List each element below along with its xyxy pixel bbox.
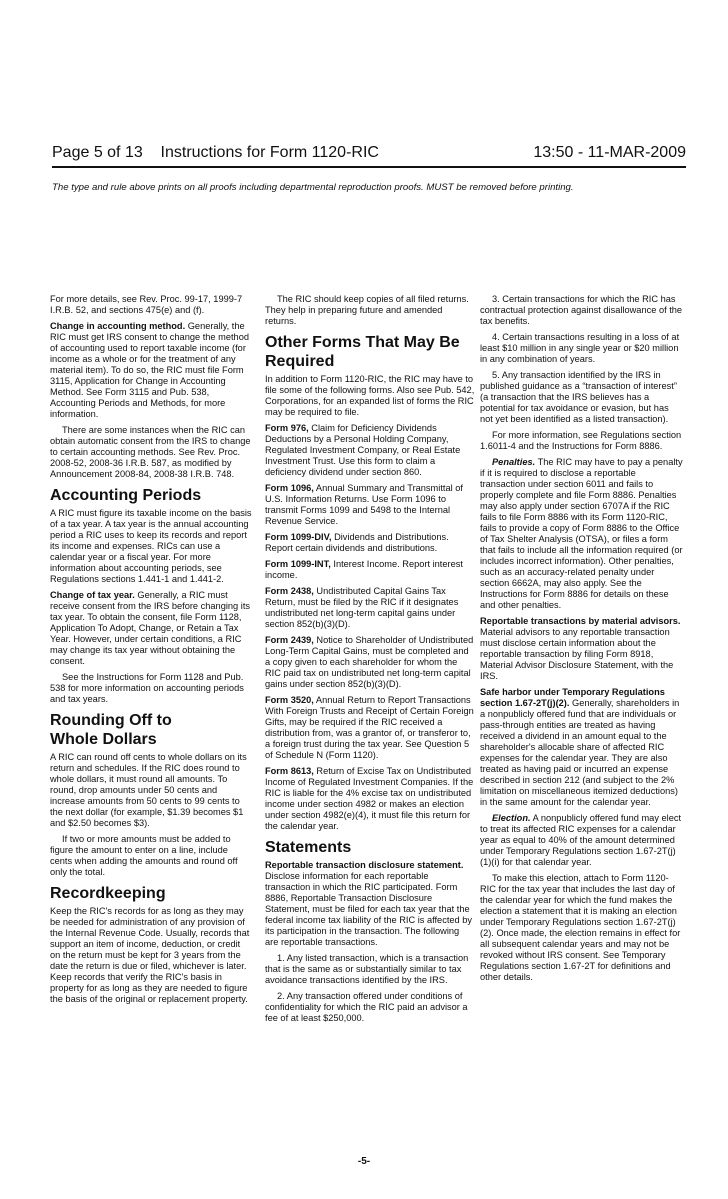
form-description: Annual Return to Report Transactions With Foreign Trusts and Receipt of Certain Foreign Gifts, may be required if the RIC received a distribution from, was a grantor of, or transferor to, a foreign trust during the tax year. See Question 5 of Schedule N (Form 1120). (265, 695, 474, 760)
form-entry (265, 559, 475, 581)
form-entry (265, 532, 475, 554)
section-heading: Recordkeeping (50, 885, 166, 902)
form-name: Form 2438, (265, 586, 314, 596)
form-entry (265, 423, 475, 478)
paragraph: To make this election, attach to Form 1120-RIC for the tax year that includes the last day of the calendar year for which the fund makes the election a statement that it is making an election under Temporary Regulations section 1.67-2T(j)(2). Once made, the election remains in effect for all subsequent calendar years and may not be revoked without IRS consent. See Temporary Regulations section 1.67-2T for definitions and other details. (480, 873, 681, 982)
inline-heading: Change of tax year. (50, 590, 135, 600)
paragraph-text: Material advisors to any reportable transaction must disclose certain information about the reportable transaction by filing Form 8918, Material Advisor Disclosure Statement, with the IRS. (480, 627, 674, 681)
paragraph (480, 616, 683, 682)
form-entry (265, 766, 475, 832)
form-name: Form 1099-INT, (265, 559, 331, 569)
inline-heading: Reportable transaction disclosure statement. (265, 860, 464, 870)
paragraph-text: Generally, shareholders in a nonpublicly offered fund that are individuals or pass-through entities are treated as having received a dividend in an amount equal to the shareholder's allocable share of affected RIC expenses for the calendar year. They are also treated as having paid or incurred an expense described in section 212 (and subject to the 2% limitation on miscellaneous itemized deductions) in the same amount for the calendar year. (480, 698, 680, 807)
list-item: 2. Any transaction offered under conditions of confidentiality for which the RIC paid an advisor a fee of at least $250,000. (265, 991, 468, 1023)
list-item: 1. Any listed transaction, which is a transaction that is the same as or substantially similar to tax avoidance transactions identified by the IRS. (265, 953, 469, 985)
form-name: Form 8613, (265, 766, 314, 776)
form-entry (265, 695, 475, 761)
paragraph (480, 457, 683, 611)
paragraph: For more details, see Rev. Proc. 99-17, 1999-7 I.R.B. 52, and sections 475(e) and (f). (50, 294, 243, 315)
section-heading: Statements (265, 839, 352, 856)
form-name: Form 1096, (265, 483, 314, 493)
paragraph (265, 860, 475, 948)
list-item: 5. Any transaction identified by the IRS in published guidance as a “transaction of interest” (a transaction that the IRS believes has a potential for tax avoidance or evasion, but has not yet been identified as a listed transaction). (480, 370, 677, 424)
section-heading-line: Rounding Off to (50, 712, 172, 729)
paragraph: If two or more amounts must be added to figure the amount to enter on a line, include cents when adding the amounts and round off only the total. (50, 834, 238, 877)
form-name: Form 2439, (265, 635, 314, 645)
paragraph: See the Instructions for Form 1128 and Pub. 538 for more information on accounting periods and tax years. (50, 672, 244, 704)
paragraph: Keep the RIC's records for as long as they may be needed for administration of any provision of the Internal Revenue Code. Usually, records that support an item of income, deduction, or credit on the return must be kept for 3 years from the date the return is due or filed, whichever is later. Keep records that verify the RIC's basis in property for as long as they are needed to figure the basis of the original or replacement property. (50, 906, 250, 1004)
paragraph-text: Disclose information for each reportable transaction in which the RIC participated. Form 8886, Reportable Transaction Disclosure Statement, must be filed for each tax year that the federal income tax liability of the RIC is affected by its participation in the transaction. The following are reportable transactions. (265, 871, 473, 947)
form-entry (265, 483, 475, 527)
inline-heading: Safe harbor under Temporary Regulations section 1.67-2T(j)(2). (480, 687, 665, 708)
proof-note: The type and rule above prints on all proofs including departmental reproduction proofs. MUST be removed before printing. (52, 182, 574, 193)
column-3 (480, 294, 683, 988)
paragraph-text: The RIC may have to pay a penalty if it is required to disclose a reportable transaction under section 6011 and fails to properly complete and file Form 8886. Penalties may also apply under section 6707A if the RIC fails to file Form 8886 with its Form 1120-RIC, fails to provide a copy of Form 8886 to the Office of Tax Shelter Analysis (OTSA), or files a form that fails to include all the information required (or includes incorrect information). Other penalties, such as an accuracy-related penalty under section 6662A, may also apply. See the Instructions for Form 8886 for details on these and other penalties. (480, 457, 683, 610)
paragraph-text: Generally, the RIC must get IRS consent to change the method of accounting used to report taxable income (for income as a whole or for the treatment of any material item). To do so, the RIC must file Form 3115, Application for Change in Accounting Method. See Form 3115 and Pub. 538, Accounting Periods and Methods, for more information. (50, 321, 249, 419)
paragraph: For more information, see Regulations section 1.6011-4 and the Instructions for Form 8886. (480, 430, 682, 451)
form-description: Dividends and Distributions. Report certain dividends and distributions. (265, 532, 449, 553)
form-description: Undistributed Capital Gains Tax Return, must be filed by the RIC if it designates undistributed net long-term capital gains under section 852(b)(3)(D). (265, 586, 459, 629)
section-heading-line: Other Forms That May Be (265, 334, 460, 351)
inline-heading: Election. (492, 813, 531, 823)
paragraph: There are some instances when the RIC can obtain automatic consent from the IRS to change to certain accounting methods. See Rev. Proc. 2008-52, 2008-36 I.R.B. 587, as modified by Announcement 2008-84, 2008-38 I.R.B. 748. (50, 425, 251, 479)
form-description: Annual Summary and Transmittal of U.S. Information Returns. Use Form 1096 to transmit Forms 1099 and 5498 to the Internal Revenue Service. (265, 483, 463, 526)
page-number: -5- (357, 1156, 371, 1167)
form-description: Notice to Shareholder of Undistributed Long-Term Capital Gains, must be completed and a copy given to each shareholder for whom the RIC paid tax on undistributed net long-term capital gains under section 852(b)(3)(D). (265, 635, 474, 689)
form-name: Form 1099-DIV, (265, 532, 332, 542)
page-header (52, 142, 686, 168)
paragraph-text: A nonpublicly offered fund may elect to treat its affected RIC expenses for a calendar year as equal to 40% of the amount determined under Temporary Regulations section 1.67-2T(j)(1)(i) for that calendar year. (480, 813, 682, 867)
paragraph (50, 590, 252, 667)
form-description: Claim for Deficiency Dividends Deductions by a Personal Holding Company, Regulated Investment Company, or Real Estate Investment Trust. Use this form to claim a deficiency dividend under section 860. (265, 423, 461, 477)
paragraph (50, 321, 252, 420)
header-title: Page 5 of 13 Instructions for Form 1120-RIC (52, 144, 379, 161)
list-item: 3. Certain transactions for which the RIC has contractual protection against disallowance of the tax benefits. (480, 294, 683, 326)
inline-heading: Penalties. (492, 457, 536, 467)
form-name: Form 3520, (265, 695, 314, 705)
inline-heading: Change in accounting method. (50, 321, 186, 331)
paragraph (480, 687, 683, 808)
form-entry (265, 635, 475, 690)
paragraph-text: Generally, a RIC must receive consent from the IRS before changing its tax year. To obtain the consent, file Form 1128, Application To Adopt, Change, or Retain a Tax Year. However, under certain conditions, a RIC may change its tax year without obtaining the consent. (50, 590, 251, 666)
form-description: Return of Excise Tax on Undistributed Income of Regulated Investment Companies. If the RIC is liable for the 4% excise tax on undistributed income under section 4982 or makes an election under section 4982(e)(4), it must file this return for the calendar year. (265, 766, 474, 831)
paragraph: A RIC can round off cents to whole dollars on its return and schedules. If the RIC does round to whole dollars, it must round all amounts. To round, drop amounts under 50 cents and increase amounts from 50 cents to 99 cents to the next dollar (for example, $1.39 becomes $1 and $2.50 becomes $3). (50, 752, 247, 828)
paragraph: The RIC should keep copies of all filed returns. They help in preparing future and amended returns. (265, 294, 469, 326)
header-timestamp: 13:50 - 11-MAR-2009 (533, 144, 686, 161)
section-heading (50, 711, 252, 749)
form-entry (265, 586, 475, 630)
paragraph (480, 813, 683, 868)
form-name: Form 976, (265, 423, 309, 433)
section-heading: Accounting Periods (50, 487, 202, 504)
inline-heading: Reportable transactions by material advisors. (480, 616, 681, 626)
form-description: Interest Income. Report interest income. (265, 559, 463, 580)
column-2 (265, 294, 475, 1029)
list-item: 4. Certain transactions resulting in a loss of at least $10 million in any single year or $20 million in any combination of years. (480, 332, 680, 364)
column-1 (50, 294, 252, 1010)
paragraph: A RIC must figure its taxable income on the basis of a tax year. A tax year is the annual accounting period a RIC uses to keep its records and report its income and expenses. RICs can use a calendar year or a fiscal year. For more information about accounting periods, see Regulations sections 1.441-1 and 1.441-2. (50, 508, 252, 584)
section-heading-line: Whole Dollars (50, 731, 157, 748)
section-heading-line: Required (265, 353, 335, 370)
paragraph: In addition to Form 1120-RIC, the RIC may have to file some of the following forms. Also see Pub. 542, Corporations, for an expanded list of forms the RIC may be required to file. (265, 374, 475, 417)
section-heading (265, 333, 475, 371)
